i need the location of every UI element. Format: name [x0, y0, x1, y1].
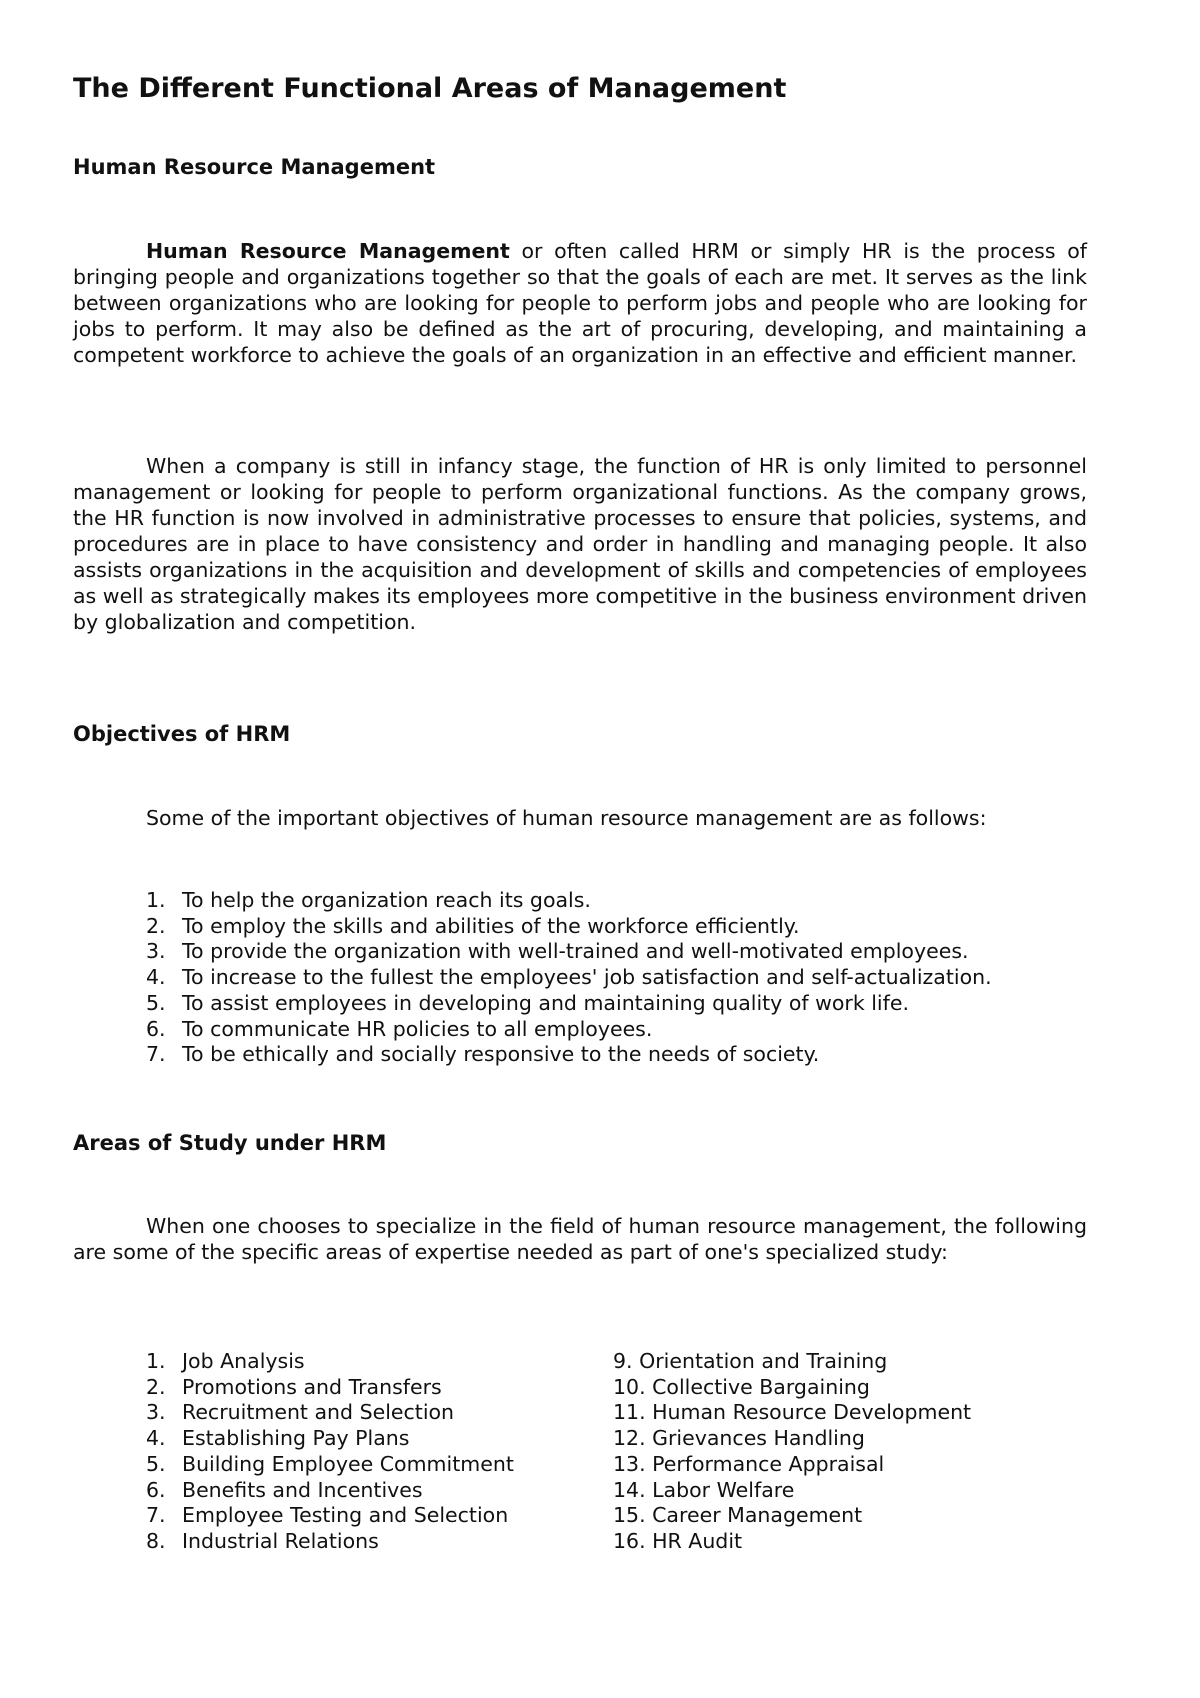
list-item-number: 4. [146, 965, 166, 990]
area-item: 10. Collective Bargaining [613, 1374, 870, 1399]
objective-item [146, 991, 992, 1017]
hrm-paragraph-2-text: When a company is still in infancy stage, the function of HR is only limited to personnel management or looking for people to perform organizational functions. As the company grows, the HR function is now involved in administrative processes to ensure that policies, systems, and procedures are in place to have consistency and order in handling and managing people. It also assists organizations in the acquisition and development of skills and competencies of employees as well as strategically makes its employees more competitive in the business environment driven by globalization and competition. [73, 454, 1087, 634]
list-item-text: Employee Testing and Selection [182, 1503, 509, 1528]
areas-heading: Areas of Study under HRM [73, 1131, 387, 1155]
objective-item [146, 1017, 992, 1043]
hrm-paragraph-1 [73, 238, 1087, 368]
objectives-intro: Some of the important objectives of human resource management are as follows: [146, 806, 987, 830]
list-item-text: To help the organization reach its goals. [182, 888, 591, 912]
list-item-number: 3. [146, 939, 166, 964]
list-item-number: 6. [146, 1477, 166, 1502]
list-item-text: To employ the skills and abilities of the workforce efficiently. [182, 913, 800, 938]
list-item-text: Establishing Pay Plans [182, 1426, 410, 1451]
list-item-number: 1. [146, 1349, 166, 1373]
objective-item [146, 939, 992, 965]
objectives-list [146, 888, 992, 1068]
objective-item [146, 965, 992, 991]
objective-item [146, 888, 992, 914]
list-item-text: To increase to the fullest the employees' job satisfaction and self-actualization. [182, 965, 992, 990]
list-item-text: Job Analysis [182, 1349, 305, 1373]
list-item-number: 6. [146, 1016, 166, 1041]
list-item-text: Promotions and Transfers [182, 1374, 442, 1399]
list-item-text: To assist employees in developing and maintaining quality of work life. [182, 990, 909, 1015]
list-item-number: 8. [146, 1528, 166, 1553]
area-item [146, 1349, 514, 1375]
list-item-text: To provide the organization with well-trained and well-motivated employees. [182, 939, 969, 964]
area-item: 9. Orientation and Training [613, 1349, 888, 1373]
area-item: 16. HR Audit [613, 1528, 743, 1553]
list-item-number: 2. [146, 913, 166, 938]
area-item: 13. Performance Appraisal [613, 1451, 885, 1476]
area-item [146, 1529, 514, 1555]
hrm-paragraph-2 [73, 453, 1087, 635]
area-item [146, 1478, 514, 1504]
area-item: 11. Human Resource Development [613, 1400, 972, 1425]
area-item [146, 1426, 514, 1452]
objective-item [146, 1042, 992, 1068]
hrm-paragraph-body: or often called HRM or simply HR is the process of bringing people and organizations together so that the goals of each are met. It serves as the link between organizations who are looking for people to perform jobs and people who are looking for jobs to perform. It may also be defined as the art of procuring, developing, and maintaining a competent workforce to achieve the goals of an organization in an effective and efficient manner. [73, 239, 1087, 367]
page-title: The Different Functional Areas of Management [73, 73, 787, 104]
list-item-number: 1. [146, 888, 166, 912]
list-item-number: 7. [146, 1503, 166, 1528]
list-item-number: 5. [146, 1451, 166, 1476]
area-item: 15. Career Management [613, 1503, 863, 1528]
area-item: 14. Labor Welfare [613, 1477, 795, 1502]
area-item [146, 1375, 514, 1401]
list-item-text: To be ethically and socially responsive to the needs of society. [182, 1042, 820, 1067]
area-item [146, 1452, 514, 1478]
area-item [146, 1400, 514, 1426]
list-item-number: 2. [146, 1374, 166, 1399]
hrm-paragraph-lead: Human Resource Management [146, 239, 510, 263]
area-item: 12. Grievances Handling [613, 1426, 865, 1451]
objectives-heading: Objectives of HRM [73, 722, 291, 746]
list-item-text: Industrial Relations [182, 1528, 379, 1553]
list-item-text: Recruitment and Selection [182, 1400, 455, 1425]
list-item-number: 4. [146, 1426, 166, 1451]
list-item-number: 3. [146, 1400, 166, 1425]
list-item-text: Benefits and Incentives [182, 1477, 423, 1502]
areas-list-left [146, 1349, 514, 1555]
areas-intro [73, 1213, 1087, 1265]
areas-intro-text: When one chooses to specialize in the field of human resource management, the following are some of the specific areas of expertise needed as part of one's specialized study: [73, 1214, 1087, 1264]
areas-list-right [613, 1349, 971, 1555]
list-item-text: To communicate HR policies to all employees. [182, 1016, 653, 1041]
area-item [146, 1503, 514, 1529]
list-item-number: 5. [146, 990, 166, 1015]
list-item-number: 7. [146, 1042, 166, 1067]
list-item-text: Building Employee Commitment [182, 1451, 514, 1476]
hrm-heading: Human Resource Management [73, 155, 436, 179]
objective-item [146, 914, 992, 940]
